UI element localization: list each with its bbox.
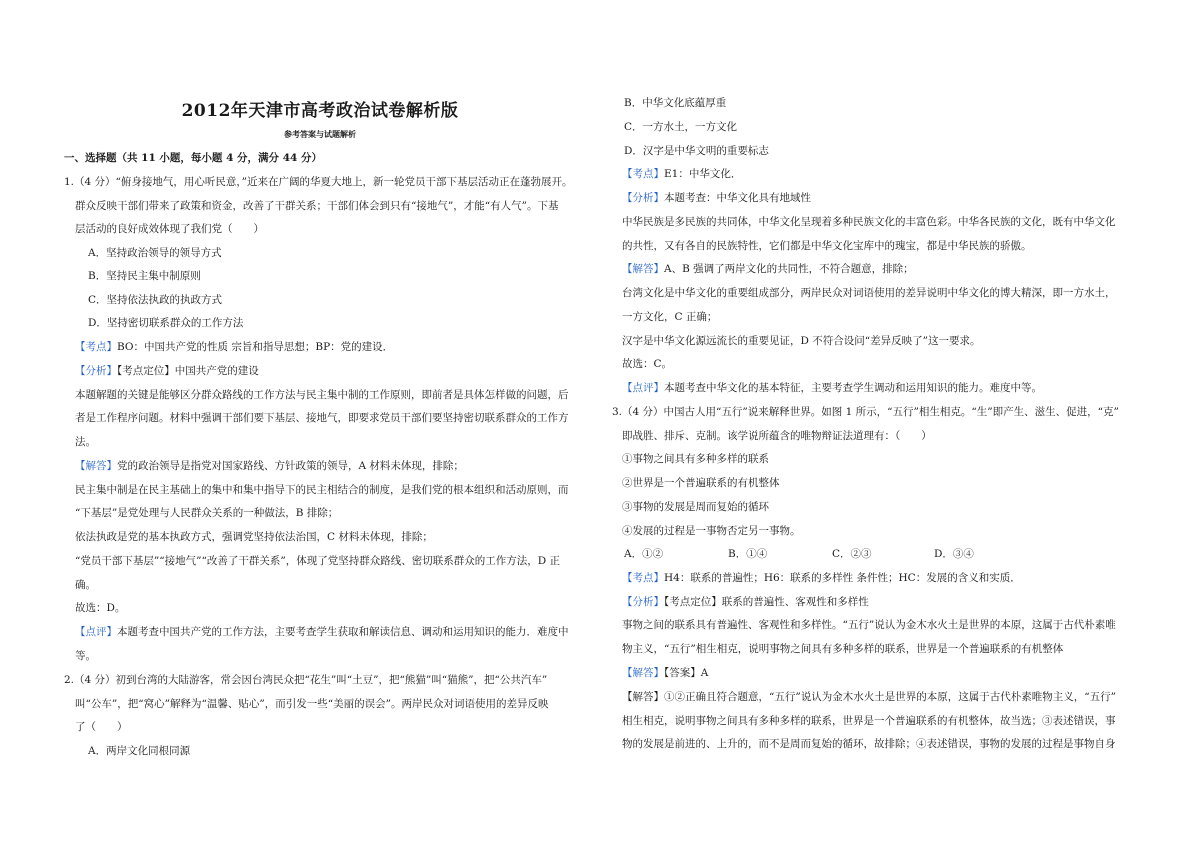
- q1-fenxi-line: 本题解题的关键是能够区分群众路线的工作方法与民主集中制的工作原则，即前者是具体怎样做的问题，后: [75, 389, 569, 401]
- q3-jieda-line: 【解答】①②正确且符合题意，“五行”说认为金木水火土是世界的本原，这属于古代朴素唯物主义，“五行”: [622, 691, 1116, 703]
- q1-fenxi-line: 者是工作程序问题。材料中强调干部们要下基层、接地气，即要求党员干部们要坚持密切联系群众的工作方: [75, 412, 569, 424]
- q3-statement: ②世界是一个普遍联系的有机整体: [622, 477, 780, 489]
- q2-kaodian: [622, 167, 741, 181]
- q2-option-b: B．中华文化底蕴厚重: [624, 97, 727, 109]
- q1-fenxi-text: 【考点定位】中国共产党的建设: [117, 365, 259, 377]
- q1-jieda-line: “下基层”是党处理与人民群众关系的一种做法，B 排除；: [75, 507, 339, 519]
- q3-statement: ①事物之间具有多种多样的联系: [622, 453, 769, 465]
- q1-jieda-line: 故选：D。: [75, 602, 126, 614]
- q2-jieda: [622, 262, 914, 276]
- q1-fenxi: [75, 364, 259, 378]
- kaodian-tag: 【考点】: [622, 168, 664, 180]
- q3-fenxi: [622, 595, 869, 609]
- page-subtitle: 参考答案与试题解析: [284, 129, 356, 139]
- q3-fenxi-text: 【考点定位】联系的普遍性、客观性和多样性: [664, 596, 869, 608]
- q3-kaodian: [622, 571, 1021, 585]
- jieda-tag: 【解答】: [622, 667, 664, 679]
- q1-jieda-line: “党员干部下基层”“接地气”“改善了干群关系”，体现了党坚持群众路线、密切联系群众的工作方法，D 正: [75, 555, 560, 567]
- q3-stem-line: 3.（4 分）中国古人用“五行”说来解释世界。如图 1 所示，“五行”相生相克。“生”即产生、滋生、促进，“克”: [612, 406, 1119, 418]
- q2-jieda-line: 台湾文化是中华文化的重要组成部分，两岸民众对词语使用的差异说明中华文化的博大精深，即一方水土，: [622, 287, 1116, 299]
- kaodian-tag: 【考点】: [622, 572, 664, 584]
- q1-option-a: A．坚持政治领导的领导方式: [88, 247, 222, 259]
- q1-jieda-line: 依法执政是党的基本执政方式，强调党坚持依法治国，C 材料未体现，排除；: [75, 531, 433, 543]
- q3-jieda-line: 相生相克，说明事物之间具有多种多样的联系，世界是一个普遍联系的有机整体，故当选；③表述错误，事: [622, 715, 1116, 727]
- page-title: 2012年天津市高考政治试卷解析版: [181, 101, 459, 121]
- fenxi-tag: 【分析】: [622, 596, 664, 608]
- dianping-tag: 【点评】: [75, 626, 117, 638]
- q1-stem-line: 群众反映干部们带来了政策和资金，改善了干群关系；干部们体会到只有“接地气”，才能“有人气”。下基: [75, 200, 559, 212]
- q3-option-b: B．①④: [728, 548, 768, 560]
- fenxi-tag: 【分析】: [75, 365, 117, 377]
- q2-stem-line: 了（ ）: [75, 721, 128, 733]
- q1-dianping-text: 本题考查中国共产党的工作方法，主要考查学生获取和解读信息、调动和运用知识的能力．难度中: [117, 626, 569, 638]
- q1-jieda-line: 确。: [75, 579, 96, 591]
- q2-jieda-text: A、B 强调了两岸文化的共同性，不符合题意，排除；: [664, 263, 914, 275]
- q2-fenxi: [622, 191, 811, 205]
- q3-option-d: D．③④: [934, 548, 974, 560]
- q1-option-d: D．坚持密切联系群众的工作方法: [88, 317, 244, 329]
- q2-stem-line: 叫“公车”，把“窝心”解释为“温馨、贴心”，而引发一些“美丽的误会”。两岸民众对词语使用的差异反映: [75, 698, 549, 710]
- jieda-tag: 【解答】: [622, 263, 664, 275]
- jieda-tag: 【解答】: [75, 460, 117, 472]
- q3-fenxi-line: 事物之间的联系具有普遍性、客观性和多样性。“五行”说认为金木水火土是世界的本原，这属于古代朴素唯: [622, 619, 1116, 631]
- q2-jieda-line: 一方文化，C 正确；: [622, 311, 718, 323]
- q2-kaodian-text: E1：中华文化．: [664, 168, 742, 180]
- fenxi-tag: 【分析】: [622, 192, 664, 204]
- q3-statement: ③事物的发展是周而复始的循环: [622, 501, 769, 513]
- kaodian-tag: 【考点】: [75, 341, 117, 353]
- q3-stem-line: 即战胜、排斥、克制。该学说所蕴含的唯物辩证法道理有：（ ）: [622, 430, 932, 442]
- q2-dianping: [622, 381, 1042, 395]
- q2-dianping-text: 本题考查中华文化的基本特征，主要考查学生调动和运用知识的能力。难度中等。: [664, 382, 1042, 394]
- q1-fenxi-line: 法。: [75, 436, 96, 448]
- q1-stem-line: 1.（4 分）“俯身接地气，用心听民意，”近来在广阔的华夏大地上，新一轮党员干部下基层活动正在蓬勃展开。: [64, 176, 573, 188]
- q3-option-c: C．②③: [832, 548, 872, 560]
- q2-option-d: D．汉字是中华文明的重要标志: [624, 145, 769, 157]
- q1-jieda: [75, 459, 464, 473]
- q2-fenxi-text: 本题考查：中华文化具有地域性: [664, 192, 811, 204]
- q1-stem-line: 层活动的良好成效体现了我们党（ ）: [75, 223, 264, 235]
- q3-jieda: [622, 666, 708, 680]
- section-heading: 一、选择题（共 11 小题，每小题 4 分，满分 44 分）: [64, 152, 322, 164]
- q3-jieda-text: 【答案】A: [664, 667, 709, 679]
- q3-kaodian-text: H4：联系的普遍性；H6：联系的多样性 条件性；HC：发展的含义和实质．: [664, 572, 1021, 584]
- q1-jieda-text: 党的政治领导是指党对国家路线、方针政策的领导，A 材料未体现，排除；: [117, 460, 464, 472]
- q1-jieda-line: 民主集中制是在民主基础上的集中和集中指导下的民主相结合的制度，是我们党的根本组织和活动原则，而: [75, 484, 569, 496]
- q3-fenxi-line: 物主义，“五行”相生相克，说明事物之间具有多种多样的联系，世界是一个普遍联系的有机整体: [622, 643, 1064, 655]
- q3-statement: ④发展的过程是一事物否定另一事物。: [622, 525, 801, 537]
- q1-kaodian: [75, 340, 393, 354]
- q2-stem-line: 2.（4 分）初到台湾的大陆游客，常会因台湾民众把“花生”叫“土豆”，把“熊猫”叫“猫熊”，把“公共汽车”: [64, 674, 548, 686]
- q1-option-c: C．坚持依法执政的执政方式: [88, 294, 223, 306]
- q2-jieda-line: 汉字是中华文化源远流长的重要见证，D 不符合设问“差异反映了”这一要求。: [622, 335, 981, 347]
- q3-jieda-line: 物的发展是前进的、上升的，而不是周而复始的循环，故排除；④表述错误，事物的发展的过程是事物自身: [622, 738, 1116, 750]
- q2-fenxi-line: 中华民族是多民族的共同体，中华文化呈现着多种民族文化的丰富色彩。中华各民族的文化，既有中华文化: [622, 216, 1116, 228]
- q1-dianping-cont: 等。: [75, 650, 96, 662]
- q2-jieda-line: 故选：C。: [622, 358, 673, 370]
- q2-option-a: A．两岸文化同根同源: [88, 745, 191, 757]
- q2-fenxi-line: 的共性，又有各自的民族特性，它们都是中华文化宝库中的瑰宝，都是中华民族的骄傲。: [622, 240, 1032, 252]
- q1-dianping: [75, 625, 569, 639]
- q2-option-c: C．一方水土，一方文化: [624, 121, 738, 133]
- q3-option-a: A．①②: [624, 548, 664, 560]
- q1-kaodian-text: BO：中国共产党的性质 宗旨和指导思想；BP：党的建设．: [117, 341, 394, 353]
- q1-option-b: B．坚持民主集中制原则: [88, 270, 201, 282]
- dianping-tag: 【点评】: [622, 382, 664, 394]
